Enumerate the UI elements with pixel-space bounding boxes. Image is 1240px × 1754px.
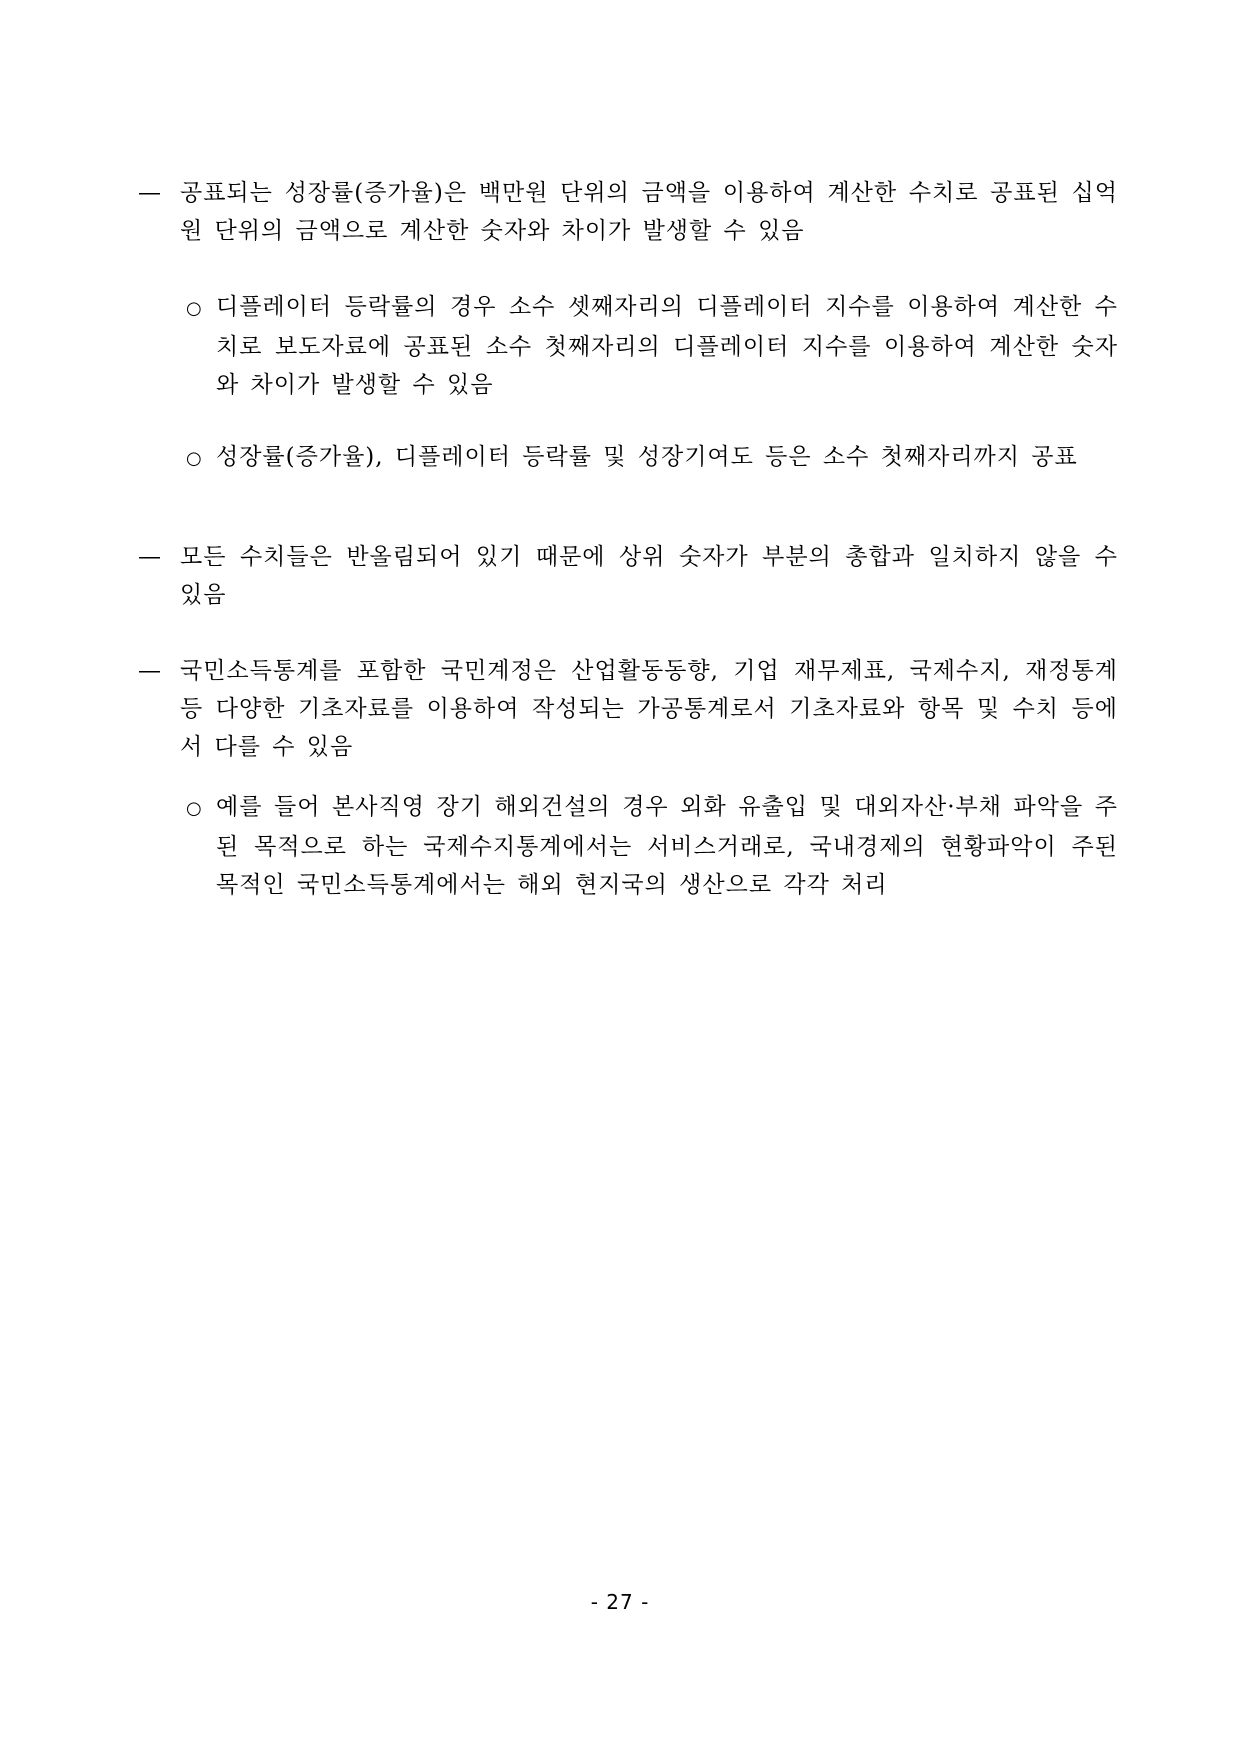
page-number: - 27 - (590, 1590, 650, 1614)
note-subparagraph-decimal-places (186, 438, 1118, 478)
note-subparagraph-example (186, 788, 1118, 904)
note-paragraph-national-accounts (138, 652, 1118, 766)
circle-bullet: ○ (186, 798, 203, 819)
note-paragraph-rounding (138, 538, 1118, 614)
dash-bullet: — (138, 544, 162, 570)
paragraph-text: 모든 수치들은 반올림되어 있기 때문에 상위 숫자가 부분의 총합과 일치하지 않을 수 있음 (180, 544, 1118, 608)
circle-bullet: ○ (186, 298, 203, 319)
note-subparagraph-deflator (186, 288, 1118, 404)
paragraph-text: 디플레이터 등락률의 경우 소수 셋째자리의 디플레이터 지수를 이용하여 계산한 수치로 보도자료에 공표된 소수 첫째자리의 디플레이터 지수를 이용하여 계산한 숫자와 차이가 발생할 수 있음 (216, 294, 1118, 398)
paragraph-text: 성장률(증가율), 디플레이터 등락률 및 성장기여도 등은 소수 첫째자리까지 공표 (216, 444, 1078, 470)
paragraph-text: 공표되는 성장률(증가율)은 백만원 단위의 금액을 이용하여 계산한 수치로 공표된 십억원 단위의 금액으로 계산한 숫자와 차이가 발생할 수 있음 (180, 180, 1118, 244)
dash-bullet: — (138, 658, 162, 684)
note-paragraph-growth-rate (138, 174, 1118, 250)
circle-bullet: ○ (186, 448, 203, 469)
paragraph-text: 예를 들어 본사직영 장기 해외건설의 경우 외화 유출입 및 대외자산·부채 파악을 주된 목적으로 하는 국제수지통계에서는 서비스거래로, 국내경제의 현황파악이 주된 목적인 국민소득통계에서는 해외 현지국의 생산으로 각각 처리 (216, 794, 1118, 898)
paragraph-text: 국민소득통계를 포함한 국민계정은 산업활동동향, 기업 재무제표, 국제수지, 재정통계 등 다양한 기초자료를 이용하여 작성되는 가공통계로서 기초자료와 항목 및 수치 등에서 다를 수 있음 (180, 658, 1118, 760)
dash-bullet: — (138, 180, 162, 206)
